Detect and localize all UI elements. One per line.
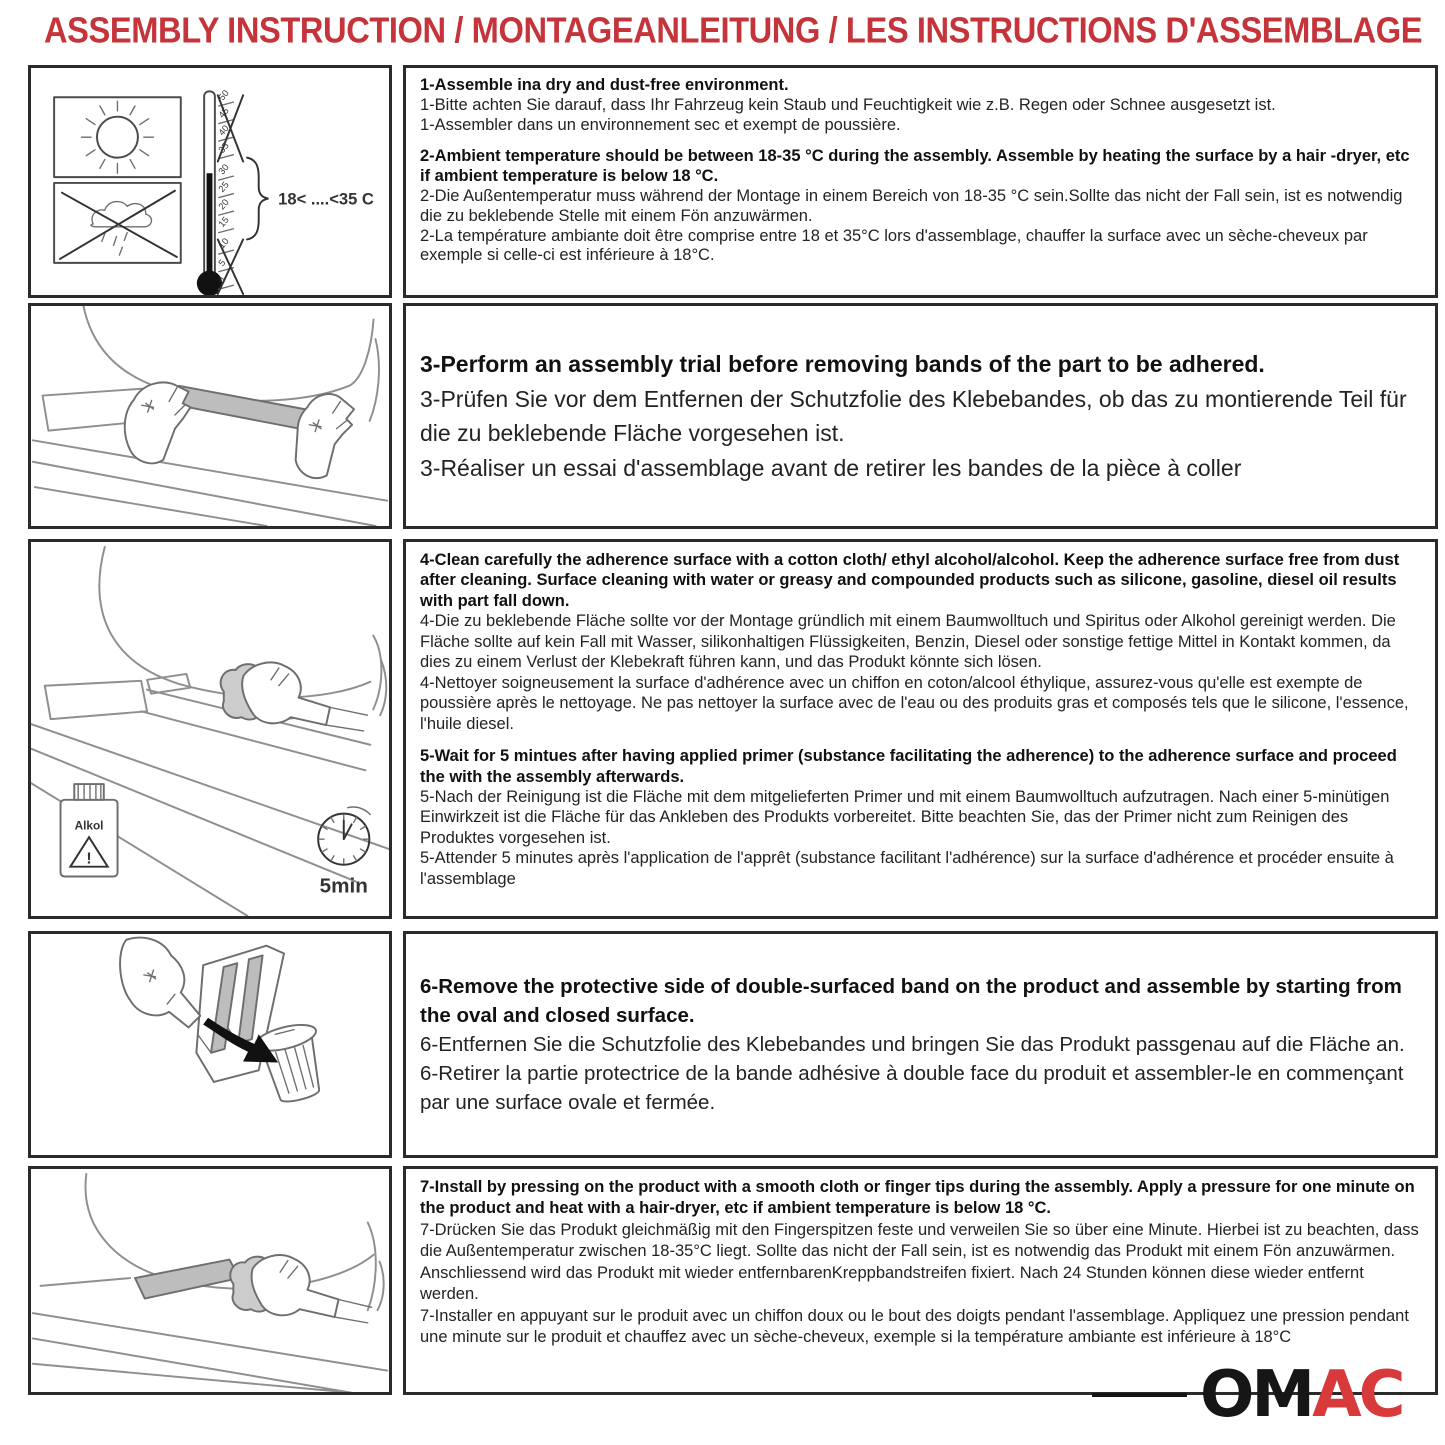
- temperature-range-label: 18< ....<35 C: [278, 189, 374, 209]
- figure-assembly-trial: [28, 303, 392, 529]
- figure-remove-band: [28, 931, 392, 1158]
- step5-fr: 5-Attender 5 minutes après l'application de l'apprêt (substance facilitant l'adhérence) sur la surface d'adhérence et procéder ensuite à l'assemblage: [420, 849, 1394, 888]
- step1-fr: 1-Assembler dans un environnement sec et exempt de poussière.: [420, 115, 901, 134]
- svg-text:50: 50: [216, 88, 231, 103]
- step6-fr: 6-Retirer la partie protectrice de la bande adhésive à double face du produit et assembler-le en commençant par une surface ovale et fermée.: [420, 1062, 1404, 1115]
- step5-de: 5-Nach der Reinigung ist die Fläche mit dem mitgelieferten Primer und mit einem Baumwolltuch aufzutragen. Nach einer 5-minütigen Einwirkzeit ist die Fläche für das Ankleben des Produkts vorbereitet. Bitte beachten Sie, das der Primer nicht zum Reinigen des Produktes vorgesehen ist.: [420, 787, 1390, 847]
- thermometer-scale: [217, 88, 244, 294]
- sill-plate-part: [173, 386, 315, 431]
- thermometer-icon: [197, 91, 222, 295]
- trial-fit-illustration: [31, 306, 389, 526]
- step6-de: 6-Entfernen Sie die Schutzfolie des Klebebandes und bringen Sie das Produkt passgenau auf die Fläche an.: [420, 1032, 1405, 1056]
- spacer: [420, 135, 1421, 147]
- spacer: [420, 734, 1421, 746]
- sun-icon: [81, 101, 153, 173]
- svg-text:0: 0: [216, 275, 228, 286]
- svg-text:30: 30: [216, 162, 231, 177]
- step5-en: 5-Wait for 5 mintues after having applied primer (substance facilitating the adherence) to the adherence surface and proceed the with the assembly afterwards.: [420, 747, 1397, 786]
- step1-en: 1-Assemble ina dry and dust-free environment.: [420, 76, 789, 94]
- step6-en: 6-Remove the protective side of double-surfaced band on the product and assemble by starting from the oval and closed surface.: [420, 974, 1402, 1027]
- alcohol-bottle-icon: [61, 784, 118, 876]
- svg-text:35: 35: [216, 140, 231, 156]
- svg-text:20: 20: [216, 197, 231, 212]
- sill-plate-part: [135, 1260, 239, 1299]
- range-brace: [247, 158, 268, 240]
- svg-text:15: 15: [216, 214, 231, 230]
- step7-en: 7-Install by pressing on the product with a smooth cloth or finger tips during the assembly. Apply a pressure for one minute on the product and heat with a hair-dryer, etc if ambient temperature is below 18 °C.: [420, 1178, 1415, 1218]
- bottle-label: Alkol: [74, 818, 104, 833]
- figure-environment-temperature: [28, 65, 392, 298]
- step2-de: 2-Die Außentemperatur muss während der Montage in einem Bereich von 18-35 °C sein.Sollte das nicht der Fall sein, ist es notwendig die zu beklebende Stelle mit einem Fön anzuwärmen.: [420, 186, 1403, 225]
- no-rain-icon: [60, 191, 177, 259]
- clock-icon: [318, 807, 370, 897]
- text-assembly-trial: [403, 303, 1438, 529]
- svg-text:5: 5: [216, 257, 228, 269]
- step4-en: 4-Clean carefully the adherence surface with a cotton cloth/ ethyl alcohol/alcohol. Keep the adherence surface free from dust after cleaning. Surface cleaning with water or greasy and compounded products such as silicone, gasoline, diesel oil results with part fall down.: [420, 551, 1400, 610]
- svg-text:25: 25: [216, 179, 231, 194]
- wait-time-label: 5min: [319, 874, 368, 898]
- step7-de: 7-Drücken Sie das Produkt gleichmäßig mit den Fingerspitzen feste und verweilen Sie so über eine Minute. Hierbei ist zu beachten, dass die Außentemperatur zwischen 18-35°C liegt. Sollte das nicht der Fall sein, ist es notwendig das Produkt mit einem Fön anzuwärmen. Anschliessend wird das Produkt mit wieder entfernbarenKreppbandstreifen fixiert. Nach 24 Stunden können diese wieder entfernt werden.: [420, 1220, 1419, 1304]
- omac-logo: [1092, 1356, 1445, 1434]
- pressing-hand-icon: [230, 1255, 371, 1323]
- climate-thermometer-illustration: [31, 68, 389, 295]
- step3-fr: 3-Réaliser un essai d'assemblage avant de retirer les bandes de la pièce à coller: [420, 454, 1242, 481]
- step2-fr: 2-La température ambiante doit être comprise entre 18 et 35°C lors d'assemblage, chauffer la surface avec un sèche-cheveux par exemple si celle-ci est inférieure à 18°C.: [420, 226, 1368, 265]
- figure-clean-surface: [28, 539, 392, 919]
- step4-de: 4-Die zu beklebende Fläche sollte vor der Montage gründlich mit einem Baumwolltuch und Spiritus oder Alkohol gereinigt werden. Die Fläche sollte auf kein Fall mit Wasser, silikonhaltigen Flüssigkeiten, Benzin, Diesel oder sonstige fettige Mittel in Kontakt kommen, da dies zu einem Verlust der Klebekraft führen kann, und das Produkt könnte sich lösen.: [420, 612, 1396, 672]
- logo-rule: [1092, 1393, 1187, 1397]
- step3-en: 3-Perform an assembly trial before removing bands of the part to be adhered.: [420, 351, 1265, 377]
- left-hand-icon: [125, 382, 191, 463]
- logo-wordmark: [1200, 1358, 1403, 1432]
- press-install-illustration: [31, 1169, 389, 1392]
- peeling-hand-icon: [120, 938, 200, 1028]
- svg-text:40: 40: [216, 123, 231, 138]
- text-clean-surface: [403, 539, 1438, 919]
- peel-band-illustration: [31, 934, 389, 1155]
- step3-de: 3-Prüfen Sie vor dem Entfernen der Schutzfolie des Klebebandes, ob das zu montierende Teil für die zu beklebende Fläche vorgesehen ist.: [420, 385, 1407, 446]
- step1-de: 1-Bitte achten Sie darauf, dass Ihr Fahrzeug kein Staub und Feuchtigkeit wie z.B. Regen oder Schnee ausgesetzt ist.: [420, 95, 1276, 114]
- cleaning-hand-icon: [221, 662, 368, 730]
- cleaning-illustration: [31, 542, 389, 916]
- text-environment-temperature: [403, 65, 1438, 298]
- svg-text:45: 45: [216, 105, 231, 120]
- svg-text:10: 10: [216, 236, 231, 251]
- svg-text:!: !: [86, 850, 92, 868]
- right-hand-icon: [296, 394, 354, 478]
- step7-fr: 7-Installer en appuyant sur le produit avec un chiffon doux ou le bout des doigts pendant l'assemblage. Appliquez une pression pendant une minute sur le produit et chauffez avec un sèche-cheveux, exemple si la température ambiante est inférieure à 18°C: [420, 1306, 1409, 1347]
- text-remove-band: [403, 931, 1438, 1158]
- step4-fr: 4-Nettoyer soigneusement la surface d'adhérence avec un chiffon en coton/alcool éthylique, assurez-vous qu'elle est exempte de poussière après le nettoyage. Ne pas nettoyer la surface avec de l'eau ou des produits gras et composés tels que le silicone, l'essence, l'huile diesel.: [420, 673, 1409, 733]
- logo-ac: AC: [1312, 1358, 1403, 1432]
- page-title: ASSEMBLY INSTRUCTION / MONTAGEANLEITUNG / LES INSTRUCTIONS D'ASSEMBLAGE: [44, 10, 1423, 51]
- figure-press-install: [28, 1166, 392, 1395]
- step2-en: 2-Ambient temperature should be between 18-35 °C during the assembly. Assemble by heating the surface by a hair -dryer, etc if ambient temperature is below 18 °C.: [420, 147, 1410, 186]
- logo-om: OM: [1200, 1358, 1313, 1432]
